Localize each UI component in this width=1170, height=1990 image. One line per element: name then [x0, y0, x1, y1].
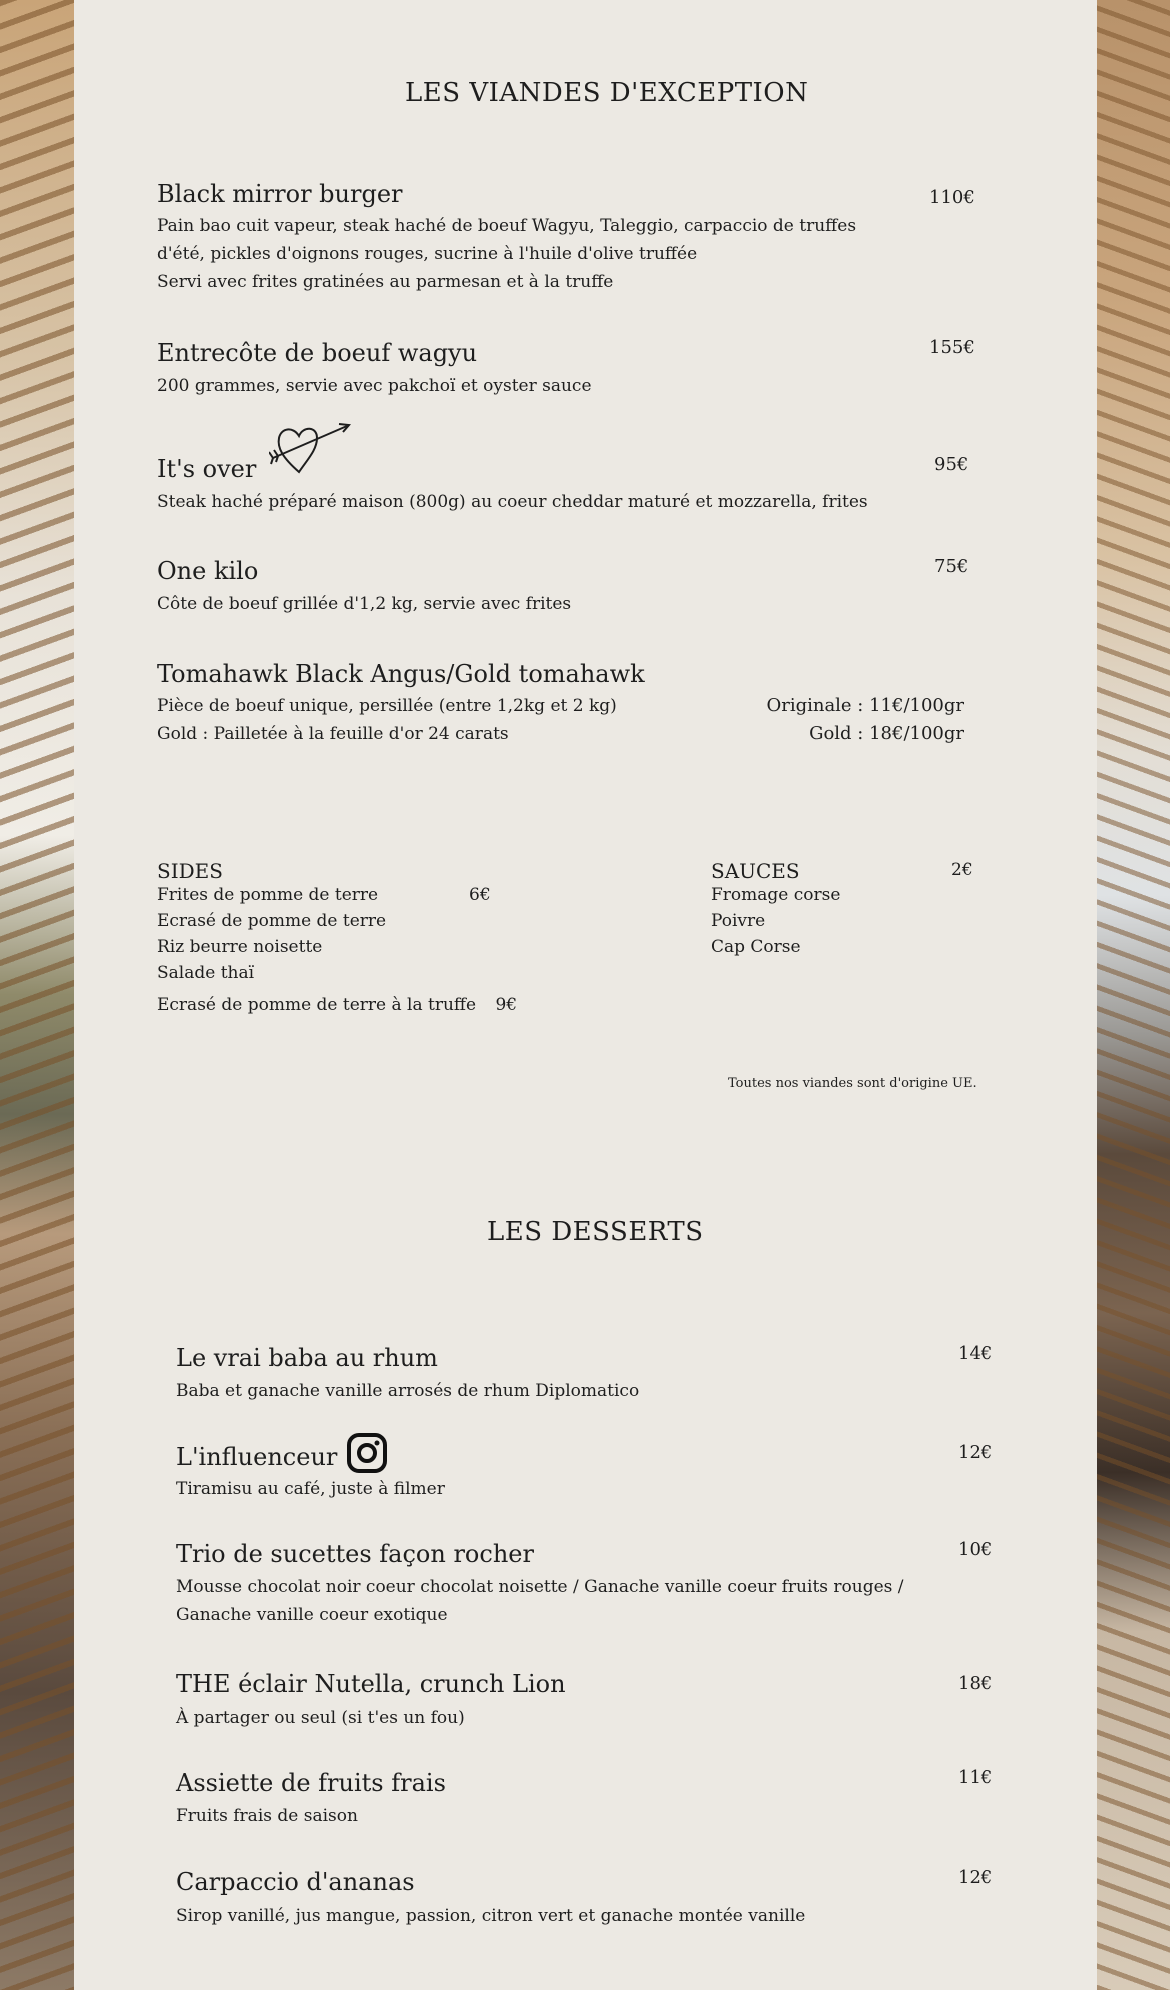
sides-title: SIDES — [157, 859, 223, 883]
sauces-title: SAUCES — [711, 859, 800, 883]
dish-name: Entrecôte de boeuf wagyu — [157, 339, 478, 367]
dish-name: Black mirror burger — [157, 180, 403, 208]
dessert-description: Sirop vanillé, jus mangue, passion, citron vert et ganache montée vanille — [176, 1906, 806, 1926]
side-item: Salade thaï — [157, 963, 255, 983]
dish-name: Tomahawk Black Angus/Gold tomahawk — [157, 660, 645, 688]
desc-line: Gold : Pailletée à la feuille d'or 24 carats — [157, 724, 509, 744]
dessert-name: Carpaccio d'ananas — [176, 1868, 415, 1896]
dessert-description: Fruits frais de saison — [176, 1806, 358, 1826]
dish-description — [157, 212, 856, 296]
dessert-description — [176, 1573, 904, 1629]
dessert-description: Baba et ganache vanille arrosés de rhum Diplomatico — [176, 1381, 640, 1401]
tomahawk-prices — [714, 692, 964, 748]
sauce-item: Cap Corse — [711, 937, 801, 957]
origin-note: Toutes nos viandes sont d'origine UE. — [728, 1076, 977, 1091]
dish-description — [157, 692, 617, 748]
dish-description: 200 grammes, servie avec pakchoï et oyster sauce — [157, 376, 592, 396]
dish-price: 110€ — [929, 187, 975, 208]
desc-line: Servi avec frites gratinées au parmesan et à la truffe — [157, 272, 614, 292]
sides-list — [157, 882, 386, 986]
dessert-name: Le vrai baba au rhum — [176, 1344, 438, 1372]
dish-price: 75€ — [934, 556, 969, 577]
dessert-price: 12€ — [958, 1867, 993, 1888]
side-special — [157, 992, 517, 1018]
dessert-name: Assiette de fruits frais — [176, 1769, 446, 1797]
dessert-name: L'influenceur — [176, 1443, 338, 1471]
dessert-price: 10€ — [958, 1539, 993, 1560]
price-line: Originale : 11€/100gr — [766, 695, 964, 716]
dessert-price: 11€ — [958, 1767, 993, 1788]
desc-line: d'été, pickles d'oignons rouges, sucrine à l'huile d'olive truffée — [157, 244, 698, 264]
side-special-name: Ecrasé de pomme de terre à la truffe — [157, 995, 477, 1015]
dessert-price: 12€ — [958, 1442, 993, 1463]
dessert-price: 18€ — [958, 1673, 993, 1694]
sauces-price: 2€ — [951, 860, 973, 880]
instagram-icon — [346, 1432, 388, 1474]
dessert-price: 14€ — [958, 1343, 993, 1364]
sauces-list — [711, 882, 840, 960]
dessert-description: À partager ou seul (si t'es un fou) — [176, 1708, 465, 1728]
background-photo-left — [0, 0, 74, 1990]
desc-line: Pièce de boeuf unique, persillée (entre 1,2kg et 2 kg) — [157, 696, 617, 716]
dessert-name: THE éclair Nutella, crunch Lion — [176, 1670, 566, 1698]
dish-name: One kilo — [157, 557, 259, 585]
desc-line: Ganache vanille coeur exotique — [176, 1605, 448, 1625]
dish-price: 95€ — [934, 454, 969, 475]
desc-line: Mousse chocolat noir coeur chocolat noisette / Ganache vanille coeur fruits rouges / — [176, 1577, 904, 1597]
dessert-name: Trio de sucettes façon rocher — [176, 1540, 534, 1568]
side-item: Frites de pomme de terre — [157, 885, 379, 905]
side-special-price: 9€ — [495, 995, 518, 1015]
dish-description: Côte de boeuf grillée d'1,2 kg, servie avec frites — [157, 594, 572, 614]
dish-price: 155€ — [929, 337, 975, 358]
side-item: Riz beurre noisette — [157, 937, 323, 957]
side-item: Ecrasé de pomme de terre — [157, 911, 387, 931]
price-line: Gold : 18€/100gr — [809, 723, 964, 744]
section-title-meats: LES VIANDES D'EXCEPTION — [405, 78, 809, 108]
sides-price: 6€ — [469, 885, 491, 905]
background-photo-right — [1097, 0, 1170, 1990]
dessert-description: Tiramisu au café, juste à filmer — [176, 1479, 445, 1499]
dish-description: Steak haché préparé maison (800g) au coeur cheddar maturé et mozzarella, frites — [157, 492, 868, 512]
dish-name — [157, 455, 256, 483]
section-title-desserts: LES DESSERTS — [487, 1217, 704, 1247]
menu-page — [74, 0, 1097, 1990]
desc-line: Pain bao cuit vapeur, steak haché de boeuf Wagyu, Taleggio, carpaccio de truffes — [157, 216, 857, 236]
heart-arrow-icon — [269, 418, 351, 482]
sauce-item: Poivre — [711, 911, 766, 931]
sauce-item: Fromage corse — [711, 885, 841, 905]
dish-name-text: It's over — [157, 455, 257, 483]
